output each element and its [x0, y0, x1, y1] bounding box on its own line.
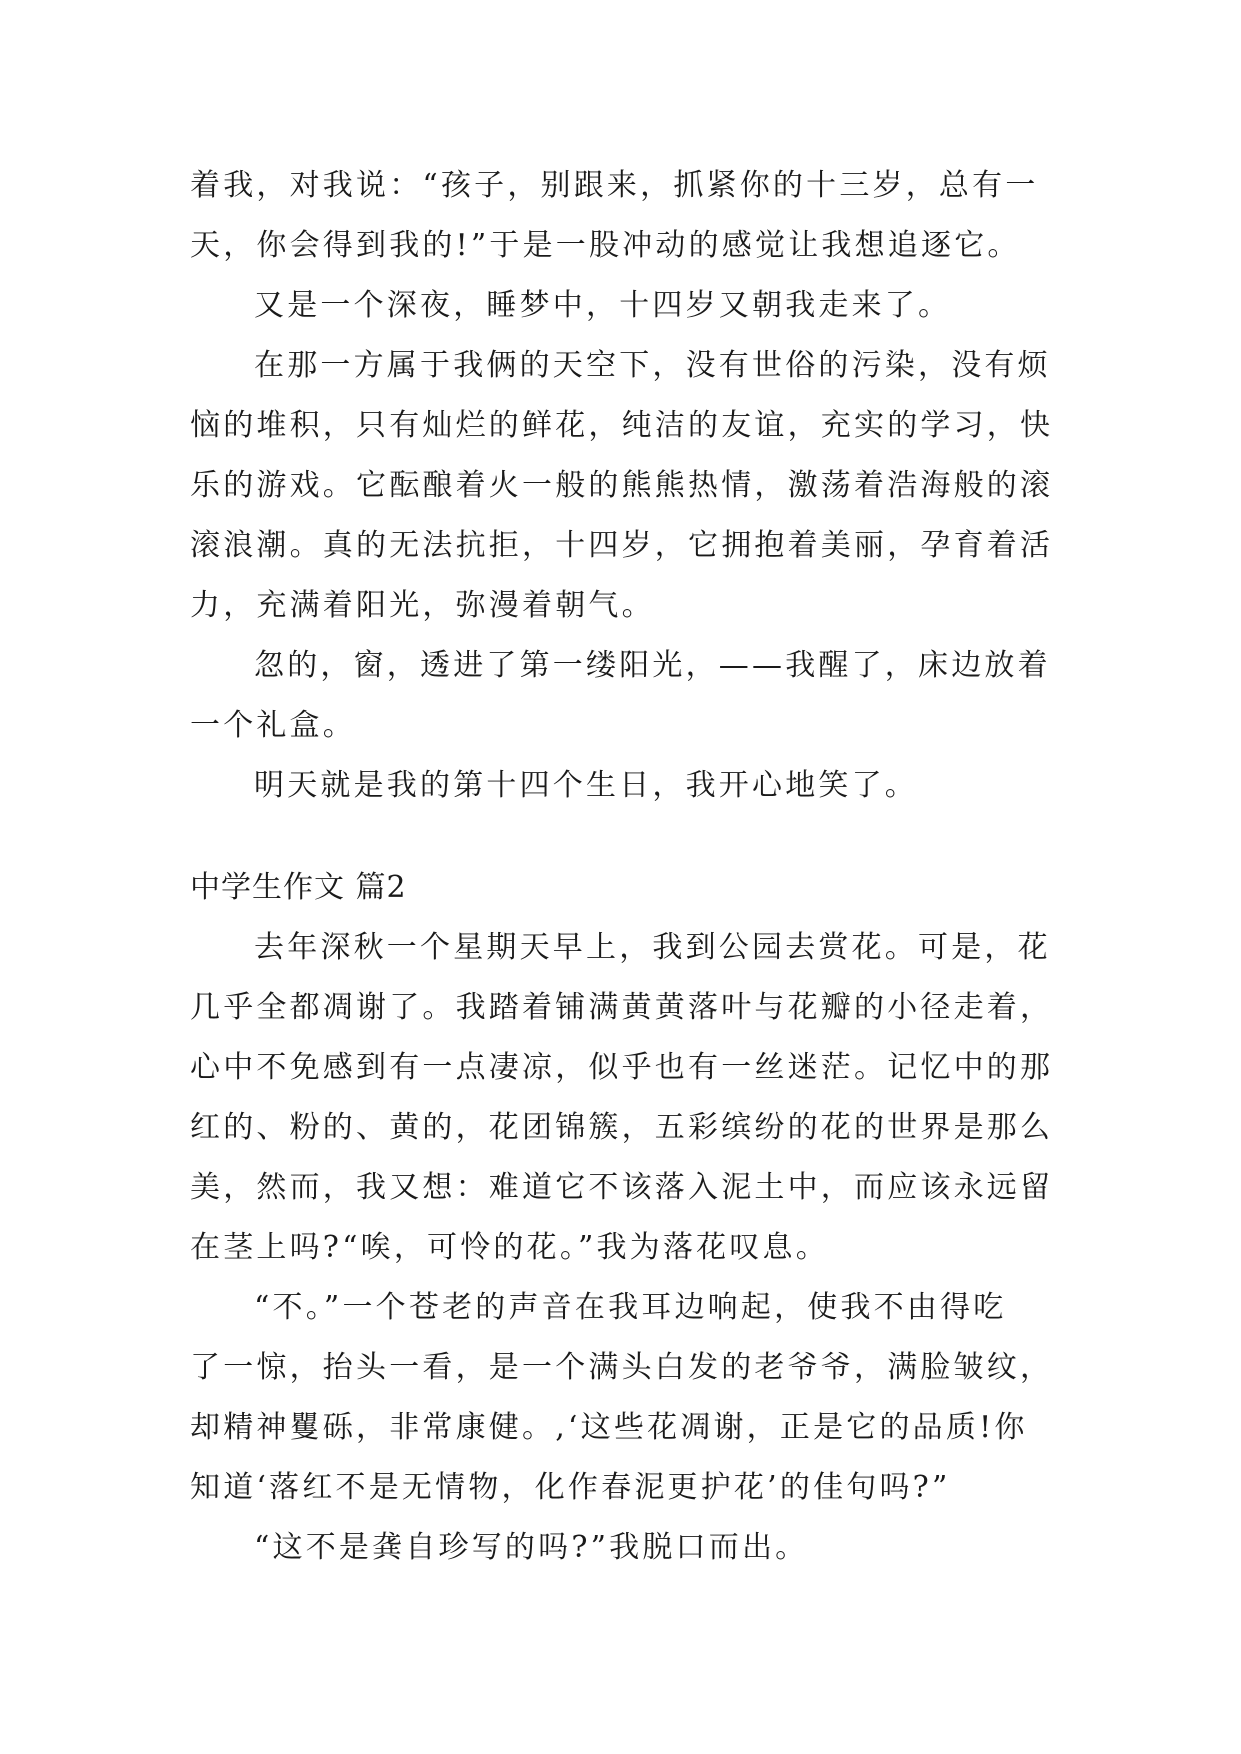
paragraph-line: 忽的，窗，透进了第一缕阳光，——我醒了，床边放着: [254, 648, 1051, 683]
paragraph-line: 乐的游戏。它酝酿着火一般的熊熊热情，激荡着浩海般的滚: [190, 468, 1054, 503]
paragraph-line: 明天就是我的第十四个生日，我开心地笑了。: [254, 768, 918, 803]
paragraph-line: 红的、粉的、黄的，花团锦簇，五彩缤纷的花的世界是那么: [190, 1110, 1054, 1145]
section-heading: 中学生作文 篇2: [190, 870, 407, 905]
paragraph-line: 却精神矍砾，非常康健。,‘这些花凋谢，正是它的品质!你: [190, 1410, 1028, 1445]
paragraph-line: 去年深秋一个星期天早上，我到公园去赏花。可是，花: [254, 930, 1051, 965]
paragraph-line: 天，你会得到我的!”于是一股冲动的感觉让我想追逐它。: [190, 228, 1021, 263]
paragraph-line: 了一惊，抬头一看，是一个满头白发的老爷爷，满脸皱纹，: [190, 1350, 1054, 1385]
paragraph-line: “不。”一个苍老的声音在我耳边响起，使我不由得吃: [254, 1290, 1007, 1325]
paragraph-line: 在那一方属于我俩的天空下，没有世俗的污染，没有烦: [254, 348, 1051, 383]
paragraph-line: 几乎全都凋谢了。我踏着铺满黄黄落叶与花瓣的小径走着，: [190, 990, 1054, 1025]
paragraph-line: “这不是龚自珍写的吗?”我脱口而出。: [254, 1530, 809, 1565]
paragraph-line: 心中不免感到有一点凄凉，似乎也有一丝迷茫。记忆中的那: [190, 1050, 1054, 1085]
paragraph-line: 又是一个深夜，睡梦中，十四岁又朝我走来了。: [254, 288, 952, 323]
paragraph-line: 滚浪潮。真的无法抗拒，十四岁，它拥抱着美丽，孕育着活: [190, 528, 1054, 563]
paragraph-line: 在茎上吗?“唉，可怜的花。”我为落花叹息。: [190, 1230, 829, 1265]
paragraph-line: 力，充满着阳光，弥漫着朝气。: [190, 588, 655, 623]
paragraph-line: 恼的堆积，只有灿烂的鲜花，纯洁的友谊，充实的学习，快: [190, 408, 1054, 443]
paragraph-line: 着我，对我说：“孩子，别跟来，抓紧你的十三岁，总有一: [190, 168, 1039, 203]
paragraph-line: 知道‘落红不是无情物，化作春泥更护花’的佳句吗?”: [190, 1470, 951, 1505]
paragraph-line: 美，然而，我又想：难道它不该落入泥土中，而应该永远留: [190, 1170, 1054, 1205]
paragraph-line: 一个礼盒。: [190, 708, 356, 743]
